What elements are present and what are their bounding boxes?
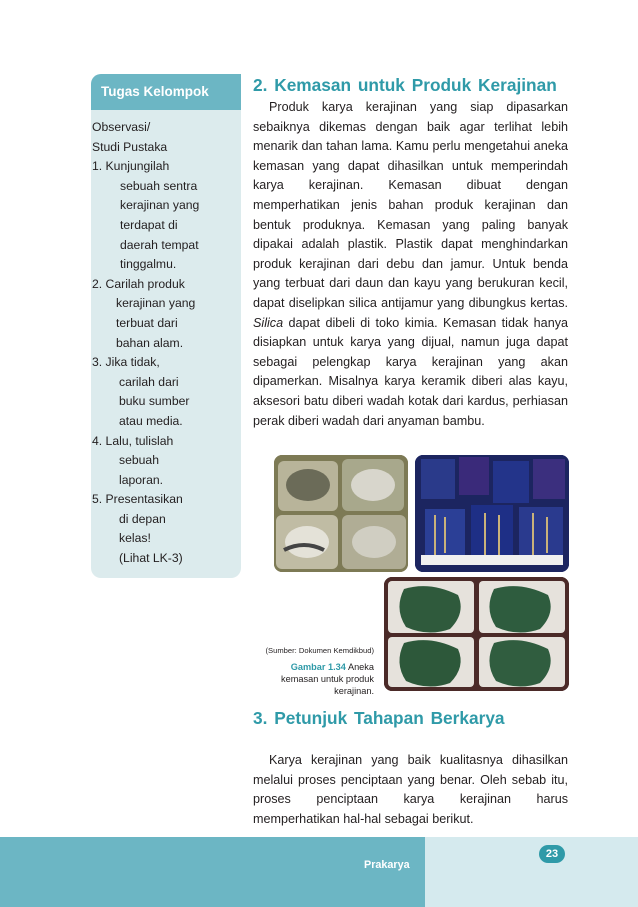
task-line: Observasi/: [92, 120, 151, 134]
task-line: kerajinan yang: [116, 296, 196, 311]
task-line: daerah tempat: [120, 237, 199, 252]
figure-source: (Sumber: Dokumen Kemdikbud): [265, 646, 374, 655]
task-line: buku sumber: [119, 394, 190, 409]
photo-wrapped-trays: [274, 455, 408, 572]
task-line: 5. Presentasikan: [92, 492, 183, 507]
paragraph-text: dapat dibeli di toko kimia. Kemasan tidak hanya disiapkan untuk karya yang dijual, namun juga dapat sebagai pelengkap karya kerajinan yang akan dipamerkan. Misalnya karya keramik diberi alas kayu, aksesori batu diberi wadah kotak dari kardus, perhiasan perak diberi wadah dari anyaman bambu.: [253, 315, 568, 428]
task-line: kerajinan yang: [120, 198, 200, 213]
packaging-paragraph: [253, 98, 568, 431]
task-line: bahan alam.: [116, 335, 184, 350]
footer-shape: [0, 837, 440, 907]
task-line: 2. Carilah produk: [92, 276, 185, 291]
task-line: (Lihat LK-3): [119, 551, 183, 566]
group-task-title: Tugas Kelompok: [101, 84, 209, 99]
steps-paragraph: [253, 751, 568, 829]
task-line: atau media.: [119, 413, 183, 428]
photo-jewelry-cards: [415, 455, 569, 572]
section-heading-packaging: 2. Kemasan untuk Produk Kerajinan: [253, 75, 557, 95]
task-line: laporan.: [119, 472, 164, 487]
figure-caption: [256, 645, 374, 697]
task-line: sebuah: [119, 453, 159, 468]
task-line: kelas!: [119, 531, 151, 546]
task-line: 3. Jika tidak,: [92, 355, 160, 370]
page-number: 23: [539, 845, 565, 863]
paragraph-text: Karya kerajinan yang baik kualitasnya dihasilkan melalui proses penciptaan yang benar. Oleh sebab itu, proses penciptaan karya kerajinan harus memperhatikan hal-hal sebagai berikut.: [253, 753, 568, 826]
task-line: sebuah sentra: [120, 178, 198, 193]
task-line: 1. Kunjungilah: [92, 159, 170, 174]
group-task-list: [92, 118, 240, 569]
task-line: di depan: [119, 511, 166, 526]
task-line: terbuat dari: [116, 315, 178, 330]
silica-term: Silica: [253, 315, 284, 330]
task-line: terdapat di: [120, 217, 178, 232]
photo-ceramic-dishes: [384, 577, 569, 691]
task-line: 4. Lalu, tulislah: [92, 433, 174, 448]
section-heading-steps: 3. Petunjuk Tahapan Berkarya: [253, 708, 505, 728]
footer-band-right: [425, 837, 638, 907]
task-line: Studi Pustaka: [92, 139, 168, 154]
task-line: tinggalmu.: [120, 257, 177, 272]
figure-caption-text: Aneka kemasan untuk produk kerajinan.: [281, 662, 374, 696]
footer-subject: Prakarya: [364, 859, 410, 871]
task-line: carilah dari: [119, 374, 179, 389]
paragraph-text: Produk karya kerajinan yang siap dipasarkan sebaiknya dikemas dengan baik agar terlihat lebih menarik dan tahan lama. Kamu perlu mengetahui aneka kemasan yang dapat dihasilkan untuk memperindah karya kerajinan. Kemasan dibuat dengan memperhatikan jenis bahan produk kerajinan dan bentuk produknya. Kemasan yang paling banyak dipakai adalah plastik. Plastik dapat menghindarkan produk kerajinan dari debu dan jamur. Untuk benda yang terbuat dari daun dan kayu yang berukuran kecil, dapat diselipkan silica antijamur yang dibungkus kertas.: [253, 100, 568, 310]
group-task-tab: [91, 74, 241, 110]
figure-label: Gambar 1.34: [290, 662, 346, 672]
